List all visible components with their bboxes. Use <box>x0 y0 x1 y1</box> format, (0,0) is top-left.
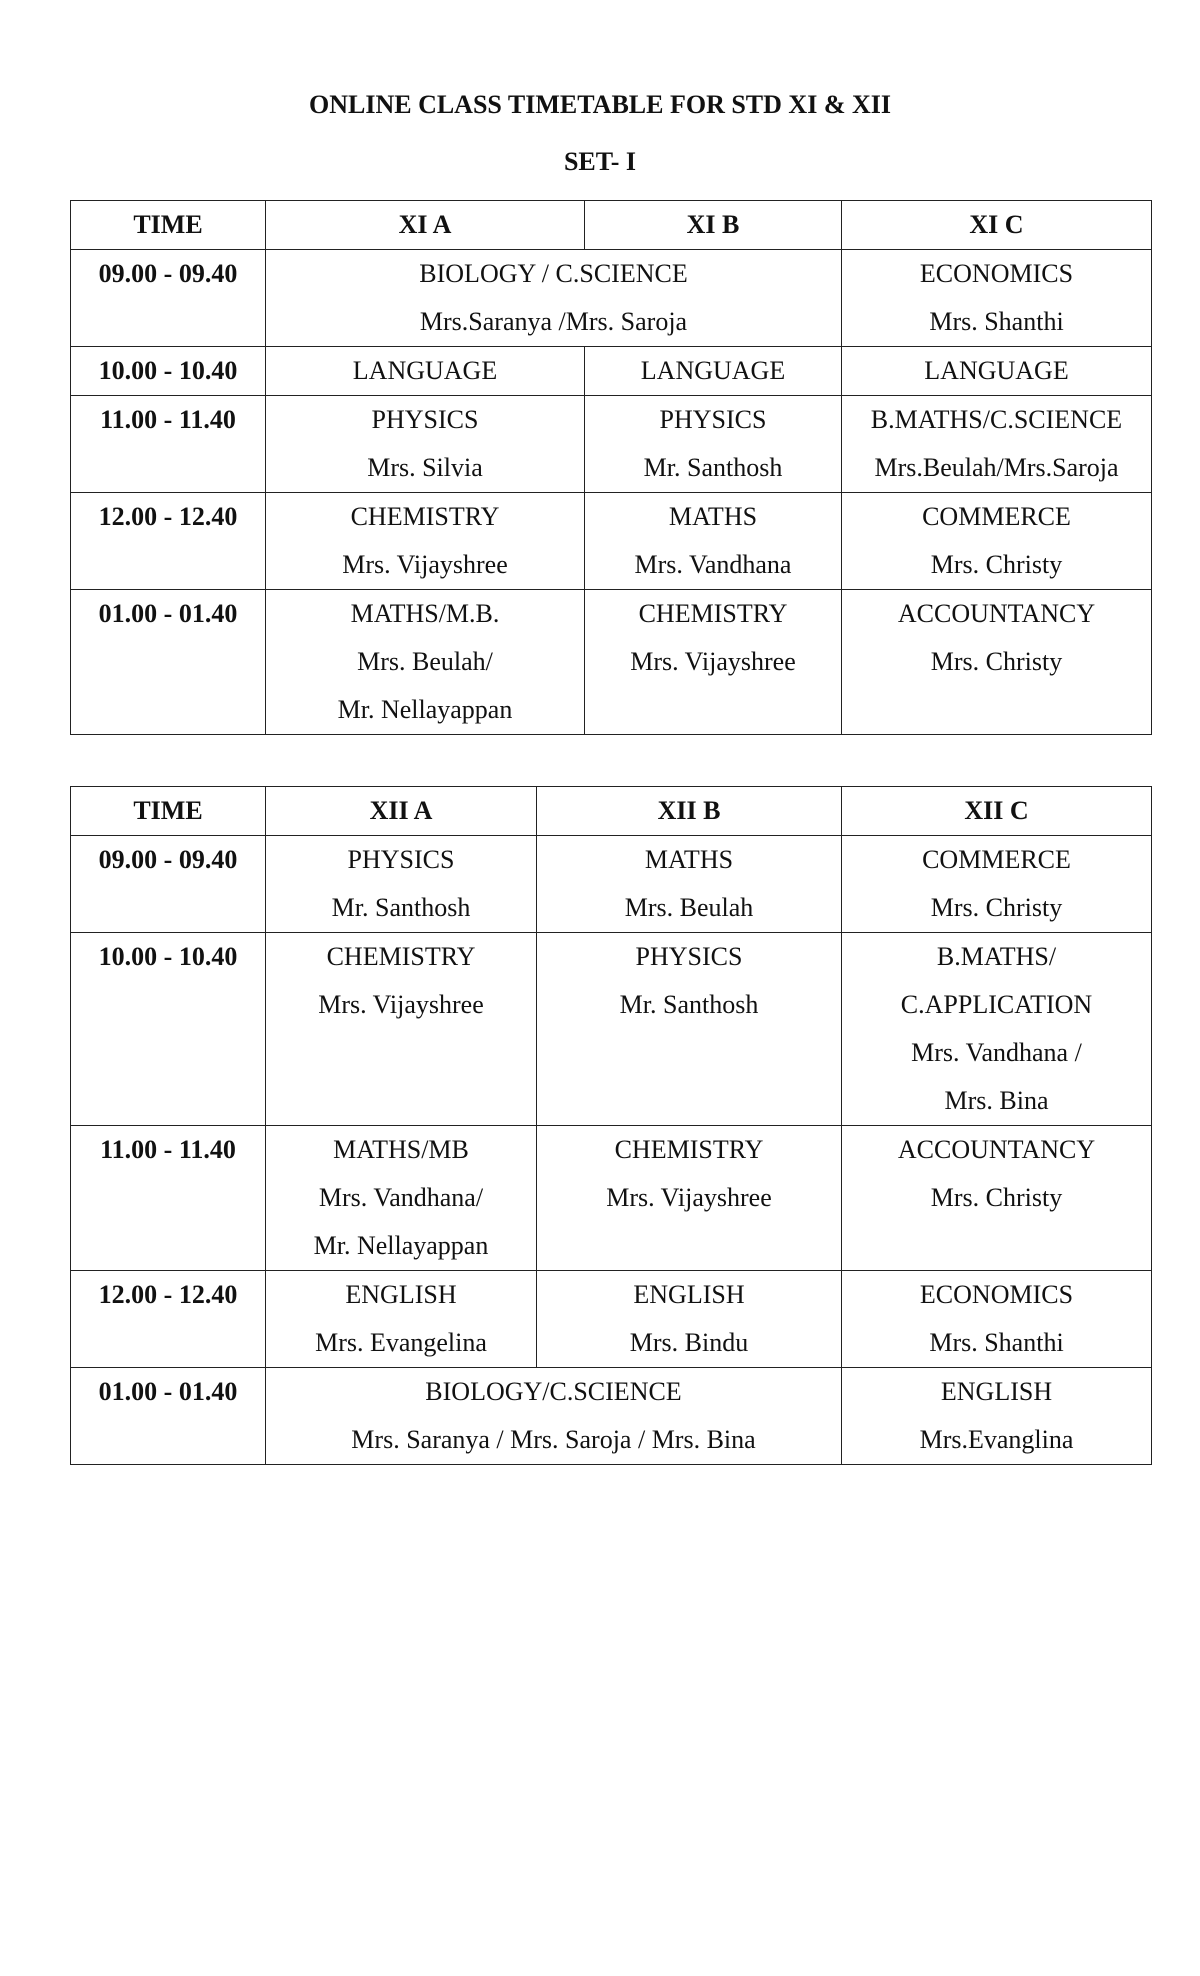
timetable-xii <box>70 786 1152 1465</box>
class-cell <box>266 590 585 735</box>
time-slot: 01.00 - 01.40 <box>71 590 266 735</box>
cell-line: LANGUAGE <box>352 356 498 385</box>
header-time: TIME <box>71 787 266 836</box>
class-cell <box>266 836 537 933</box>
cell-line: MATHS <box>668 502 758 531</box>
cell-line: Mrs. Bina <box>944 1086 1049 1115</box>
class-cell <box>266 933 537 1126</box>
cell-line: ECONOMICS <box>919 1280 1074 1309</box>
cell-line: CHEMISTRY <box>350 502 500 531</box>
class-cell <box>537 1126 842 1271</box>
cell-line: C.APPLICATION <box>900 990 1093 1019</box>
class-cell <box>842 836 1152 933</box>
cell-line: Mrs. Bindu <box>629 1328 749 1357</box>
cell-line: Mrs. Vijayshree <box>318 990 484 1019</box>
cell-line: Mrs.Beulah/Mrs.Saroja <box>874 453 1119 482</box>
cell-line: BIOLOGY/C.SCIENCE <box>425 1377 682 1406</box>
class-cell <box>842 347 1152 396</box>
cell-line: ENGLISH <box>940 1377 1053 1406</box>
cell-line: Mr. Nellayappan <box>337 695 513 724</box>
cell-line: COMMERCE <box>922 845 1071 874</box>
header-class: XI B <box>585 201 842 250</box>
time-slot: 11.00 - 11.40 <box>71 396 266 493</box>
header-class: XI A <box>266 201 585 250</box>
class-cell <box>266 1126 537 1271</box>
table-row <box>71 1368 1152 1465</box>
cell-line: Mrs. Vandhana/ <box>318 1183 484 1212</box>
cell-line: COMMERCE <box>922 502 1071 531</box>
cell-line: Mrs. Christy <box>930 647 1063 676</box>
cell-line: ECONOMICS <box>919 259 1074 288</box>
cell-line: Mrs. Saranya / Mrs. Saroja / Mrs. Bina <box>351 1425 756 1454</box>
set-label: SET- I <box>563 147 637 176</box>
cell-line: BIOLOGY / C.SCIENCE <box>419 259 688 288</box>
time-slot: 11.00 - 11.40 <box>71 1126 266 1271</box>
timetable-xi <box>70 200 1152 735</box>
class-cell <box>537 836 842 933</box>
table-row <box>71 250 1152 347</box>
class-cell <box>842 1368 1152 1465</box>
class-cell <box>842 933 1152 1126</box>
cell-line: Mr. Santhosh <box>643 453 783 482</box>
cell-line: B.MATHS/ <box>936 942 1057 971</box>
cell-line: Mrs. Christy <box>930 550 1063 579</box>
time-slot: 10.00 - 10.40 <box>71 933 266 1126</box>
cell-line: Mrs. Vandhana / <box>911 1038 1082 1067</box>
cell-line: Mrs. Vijayshree <box>606 1183 772 1212</box>
class-cell <box>266 1271 537 1368</box>
cell-line: B.MATHS/C.SCIENCE <box>870 405 1123 434</box>
cell-line: MATHS <box>644 845 734 874</box>
class-cell <box>266 493 585 590</box>
cell-line: ENGLISH <box>345 1280 457 1309</box>
cell-line: Mrs. Vijayshree <box>630 647 796 676</box>
cell-line: MATHS/M.B. <box>350 599 500 628</box>
table-row <box>71 590 1152 735</box>
header-class: XII A <box>266 787 537 836</box>
header-class: XI C <box>842 201 1152 250</box>
cell-line: Mr. Santhosh <box>619 990 759 1019</box>
cell-line: Mrs.Evanglina <box>919 1425 1074 1454</box>
class-cell <box>585 396 842 493</box>
cell-line: CHEMISTRY <box>638 599 788 628</box>
table-row <box>71 933 1152 1126</box>
table-row <box>71 836 1152 933</box>
cell-line: PHYSICS <box>347 845 455 874</box>
cell-line: MATHS/MB <box>333 1135 469 1164</box>
cell-line: ACCOUNTANCY <box>897 1135 1096 1164</box>
class-cell <box>266 396 585 493</box>
cell-line: Mr. Santhosh <box>331 893 471 922</box>
table-row <box>71 1126 1152 1271</box>
cell-line: PHYSICS <box>659 405 767 434</box>
cell-line: PHYSICS <box>371 405 479 434</box>
class-cell <box>266 1368 842 1465</box>
cell-line: Mr. Nellayappan <box>313 1231 489 1260</box>
time-slot: 10.00 - 10.40 <box>71 347 266 396</box>
time-slot: 12.00 - 12.40 <box>71 493 266 590</box>
cell-line: CHEMISTRY <box>614 1135 764 1164</box>
page-title: ONLINE CLASS TIMETABLE FOR STD XI & XII <box>308 90 891 119</box>
header-row <box>71 201 1152 250</box>
table-row <box>71 1271 1152 1368</box>
cell-line: Mrs. Christy <box>930 893 1063 922</box>
header-class: XII C <box>842 787 1152 836</box>
cell-line: Mrs. Evangelina <box>315 1328 487 1357</box>
header-class: XII B <box>537 787 842 836</box>
cell-line: Mrs. Christy <box>930 1183 1063 1212</box>
class-cell <box>842 250 1152 347</box>
cell-line: PHYSICS <box>635 942 743 971</box>
class-cell <box>266 347 585 396</box>
cell-line: Mrs. Vandhana <box>634 550 792 579</box>
header-row <box>71 787 1152 836</box>
time-slot: 09.00 - 09.40 <box>71 250 266 347</box>
class-cell <box>842 396 1152 493</box>
class-cell <box>842 1271 1152 1368</box>
cell-line: LANGUAGE <box>640 356 786 385</box>
cell-line: ENGLISH <box>633 1280 745 1309</box>
cell-line: Mrs. Silvia <box>367 453 483 482</box>
cell-line: Mrs. Beulah/ <box>357 647 493 676</box>
class-cell <box>842 590 1152 735</box>
header-time: TIME <box>71 201 266 250</box>
cell-line: ACCOUNTANCY <box>897 599 1096 628</box>
cell-line: Mrs.Saranya /Mrs. Saroja <box>419 307 688 336</box>
class-cell <box>537 1271 842 1368</box>
table-row <box>71 347 1152 396</box>
time-slot: 12.00 - 12.40 <box>71 1271 266 1368</box>
cell-line: Mrs. Beulah <box>624 893 754 922</box>
class-cell <box>585 347 842 396</box>
cell-line: Mrs. Shanthi <box>929 307 1064 336</box>
class-cell <box>842 493 1152 590</box>
class-cell <box>585 590 842 735</box>
class-cell <box>537 933 842 1126</box>
cell-line: CHEMISTRY <box>326 942 476 971</box>
class-cell <box>842 1126 1152 1271</box>
table-row <box>71 493 1152 590</box>
time-slot: 01.00 - 01.40 <box>71 1368 266 1465</box>
class-cell <box>585 493 842 590</box>
cell-line: Mrs. Vijayshree <box>342 550 508 579</box>
class-cell <box>266 250 842 347</box>
cell-line: LANGUAGE <box>924 356 1069 385</box>
cell-line: Mrs. Shanthi <box>929 1328 1064 1357</box>
time-slot: 09.00 - 09.40 <box>71 836 266 933</box>
table-row <box>71 396 1152 493</box>
